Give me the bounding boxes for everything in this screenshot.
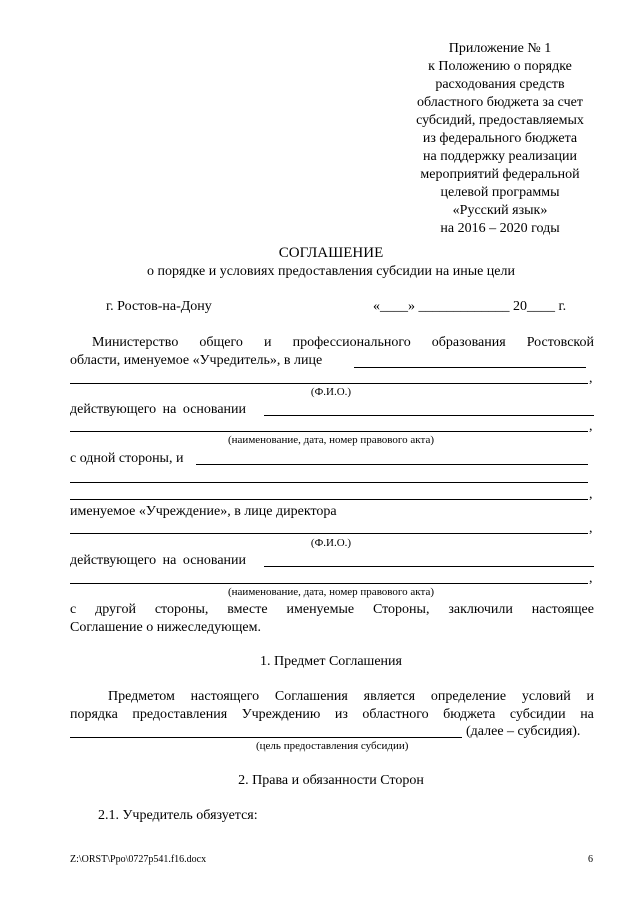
subsidy-tail: (далее – субсидия). [466,724,581,739]
date-blank[interactable]: «____» _____________ 20____ г. [373,299,567,314]
founder-fio-field[interactable] [70,383,588,384]
word: Учреждению [241,707,321,722]
word: Стороны, [372,602,430,617]
comma: , [589,487,593,502]
comma: , [589,419,593,434]
word: настоящее [531,602,594,617]
word: на [580,707,594,722]
fio-caption: (Ф.И.О.) [310,386,352,398]
word: Соглашения [274,689,348,704]
comma: , [589,571,593,586]
appendix-line: Приложение № 1 [448,41,552,56]
founder-line-1 [92,334,594,352]
director-basis-field[interactable] [264,566,594,567]
word: Ростовской [526,335,594,350]
word: определение [430,689,507,704]
word: Министерство [92,335,179,350]
comma: , [589,371,593,386]
word: областного [362,707,429,722]
founder-act-field[interactable] [70,431,588,432]
word: с [70,602,77,617]
word: образования [431,335,506,350]
word: именуемые [286,602,355,617]
word: стороны, [154,602,209,617]
word: субсидии [509,707,566,722]
director-fio-field[interactable] [70,533,588,534]
founder-acting-basis: действующего на основании [70,402,247,417]
director-act-field[interactable] [70,583,588,584]
document-subtitle: о порядке и условиях предоставления субсидии на иные цели [147,264,515,279]
act-caption: (наименование, дата, номер правового акта) [228,434,434,446]
appendix-line: субсидий, предоставляемых [416,113,584,128]
one-side-text: с одной стороны, и [70,451,184,466]
subsidy-purpose-field[interactable] [70,737,462,738]
word: порядка [70,707,118,722]
word: и [586,689,594,704]
word: и [264,335,272,350]
word: Предметом [108,689,175,704]
word: профессионального [292,335,411,350]
appendix-line: целевой программы [440,185,560,200]
founder-line-2: области, именуемое «Учредитель», в лице [70,353,323,368]
word: заключили [448,602,513,617]
appendix-line: «Русский язык» [452,203,548,218]
section-1-heading: 1. Предмет Соглашения [260,654,402,669]
file-path: Z:\ORST\Ppo\0727p541.f16.docx [70,854,207,865]
word: бюджета [443,707,496,722]
appendix-line: к Положению о порядке [428,59,572,74]
founder-representative-field[interactable] [354,367,586,368]
appendix-line: на 2016 – 2020 годы [440,221,560,236]
section-1-line-1 [108,688,594,706]
appendix-line: мероприятий федеральной [420,167,580,182]
appendix-line: областного бюджета за счет [417,95,583,110]
appendix-block [395,40,605,238]
director-acting-basis: действующего на основании [70,553,247,568]
word: из [334,707,348,722]
institution-name-field-2[interactable] [70,482,588,483]
document-title: СОГЛАШЕНИЕ [278,245,384,261]
comma: , [589,521,593,536]
section-1-line-2 [70,706,594,724]
word: вместе [227,602,268,617]
appendix-line: расходования средств [435,77,565,92]
appendix-line: на поддержку реализации [423,149,577,164]
purpose-caption: (цель предоставления субсидии) [256,740,409,752]
institution-named-text: именуемое «Учреждение», в лице директора [70,504,337,519]
word: предоставления [132,707,228,722]
page-number: 6 [588,854,593,865]
other-side-line-2: Соглашение о нижеследующем. [70,620,261,635]
other-side-line-1 [70,601,594,619]
act-caption: (наименование, дата, номер правового акта) [228,586,434,598]
institution-name-field[interactable] [196,464,588,465]
section-2-item-1: 2.1. Учредитель обязуется: [98,808,258,823]
institution-name-field-3[interactable] [70,499,588,500]
section-2-heading: 2. Права и обязанности Сторон [238,773,424,788]
word: общего [199,335,243,350]
word: условий [521,689,571,704]
fio-caption: (Ф.И.О.) [310,537,352,549]
city: г. Ростов-на-Дону [106,299,212,314]
word: является [363,689,416,704]
founder-basis-field[interactable] [264,415,594,416]
word: другой [95,602,136,617]
appendix-line: из федерального бюджета [422,131,578,146]
word: настоящего [190,689,260,704]
